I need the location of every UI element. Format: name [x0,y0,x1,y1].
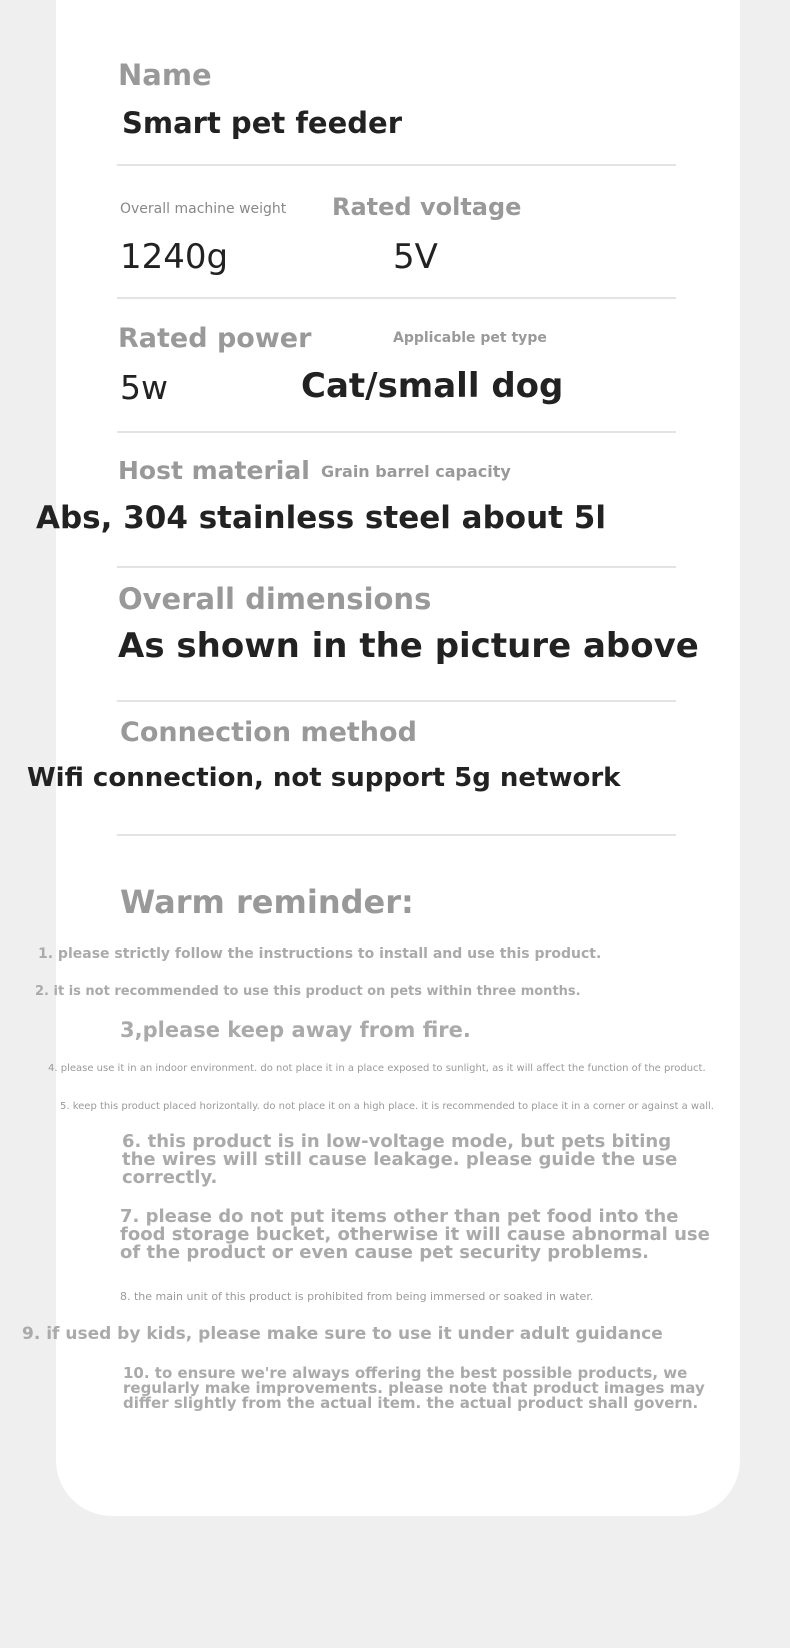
reminder-title: Warm reminder: [120,883,414,921]
reminder-item: 8. the main unit of this product is prohibited from being immersed or soaked in water. [120,1290,594,1303]
reminder-item: 9. if used by kids, please make sure to use it under adult guidance [22,1324,663,1344]
capacity-label: Grain barrel capacity [321,462,511,481]
pet-type-label: Applicable pet type [393,330,547,346]
divider [117,834,676,836]
reminder-item: 6. this product is in low-voltage mode, but pets biting the wires will still cause leakage. please guide the use correctly. [122,1131,678,1188]
divider [117,164,676,166]
reminder-item: 5. keep this product placed horizontally. do not place it on a high place. it is recommended to place it in a corner or against a wall. [60,1101,714,1112]
material-label: Host material [118,456,310,485]
name-value: Smart pet feeder [122,106,403,140]
weight-label: Overall machine weight [120,201,287,217]
pet-type-value: Cat/small dog [301,366,564,406]
divider [117,700,676,702]
dimensions-label: Overall dimensions [118,582,432,616]
weight-value: 1240g [120,237,229,277]
name-label: Name [118,58,212,92]
reminder-item: 4. please use it in an indoor environment. do not place it in a place exposed to sunlight, as it will affect the function of the product. [48,1063,706,1074]
divider [117,431,676,433]
power-label: Rated power [118,323,312,354]
voltage-value: 5V [393,237,438,277]
spec-card [56,0,740,1516]
reminder-item: 7. please do not put items other than pet food into the food storage bucket, otherwise it will cause abnormal use of the product or even cause pet security problems. [120,1206,710,1263]
power-value: 5w [120,368,168,407]
material-capacity-value: Abs, 304 stainless steel about 5l [36,500,606,536]
connection-label: Connection method [120,717,417,748]
reminder-item: 10. to ensure we're always offering the best possible products, we regularly make improvements. please note that product images may differ slightly from the actual item. the actual product shall govern. [123,1364,705,1412]
reminder-item: 2. it is not recommended to use this product on pets within three months. [35,984,581,999]
reminder-item: 3,please keep away from fire. [120,1018,471,1042]
reminder-item: 1. please strictly follow the instructions to install and use this product. [38,946,602,962]
dimensions-value: As shown in the picture above [118,626,699,666]
connection-value: Wifi connection, not support 5g network [27,763,621,793]
divider [117,297,676,299]
divider [117,566,676,568]
voltage-label: Rated voltage [332,193,522,221]
